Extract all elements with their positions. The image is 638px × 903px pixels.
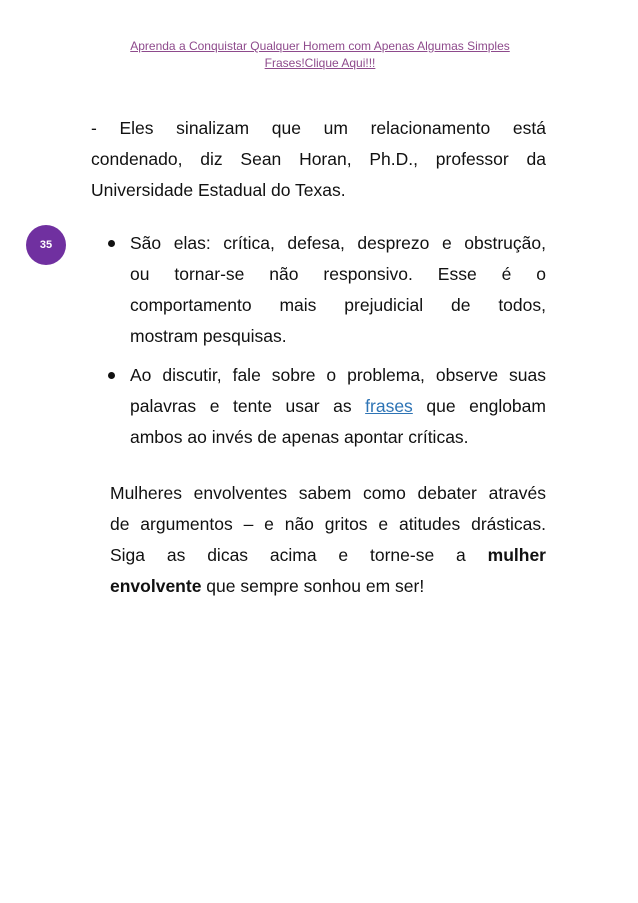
paragraph-line: - Eles sinalizam que um relacionamento está (91, 118, 546, 138)
list-item (104, 228, 546, 352)
bullet-line: ou tornar-se não responsivo. Esse é o (130, 264, 546, 284)
header-promo-link[interactable] (100, 38, 540, 72)
paragraph-line: Mulheres envolventes sabem como debater através (110, 483, 546, 503)
bullet-list (104, 228, 546, 453)
bullet-line: ambos ao invés de apenas apontar críticas. (130, 427, 469, 447)
paragraph-closing (110, 478, 546, 602)
bullet-line: mostram pesquisas. (130, 326, 287, 346)
bullet-line: comportamento mais prejudicial de todos, (130, 295, 546, 315)
bullet-line: Ao discutir, fale sobre o problema, observe suas (130, 365, 546, 385)
frases-link[interactable]: frases (365, 396, 413, 416)
bullet-icon (108, 372, 115, 379)
paragraph-line (110, 540, 546, 571)
emphasis-text: envolvente (110, 576, 202, 596)
paragraph-text: que sempre sonhou em ser! (201, 576, 425, 596)
page-number-badge (26, 225, 66, 265)
bullet-text: que englobam (426, 396, 546, 416)
paragraph-text: Siga as dicas acima e torne-se a (110, 545, 466, 565)
bullet-line (130, 391, 546, 422)
page-number: 35 (39, 239, 53, 251)
bullet-line: São elas: crítica, defesa, desprezo e obstrução, (130, 233, 546, 253)
paragraph-line (110, 571, 546, 602)
paragraph-line: condenado, diz Sean Horan, Ph.D., professor da (91, 149, 546, 169)
list-item (104, 360, 546, 453)
paragraph-line: de argumentos – e não gritos e atitudes drásticas. (110, 514, 546, 534)
emphasis-text: mulher (487, 545, 546, 565)
paragraph-intro (91, 113, 546, 206)
header-link-line-1[interactable]: Aprenda a Conquistar Qualquer Homem com Apenas Algumas Simples (130, 39, 510, 53)
bullet-text: palavras e tente usar as (130, 396, 352, 416)
header-link-line-2[interactable]: Frases!Clique Aqui!!! (264, 56, 376, 70)
paragraph-line: Universidade Estadual do Texas. (91, 180, 346, 200)
bullet-icon (108, 240, 115, 247)
